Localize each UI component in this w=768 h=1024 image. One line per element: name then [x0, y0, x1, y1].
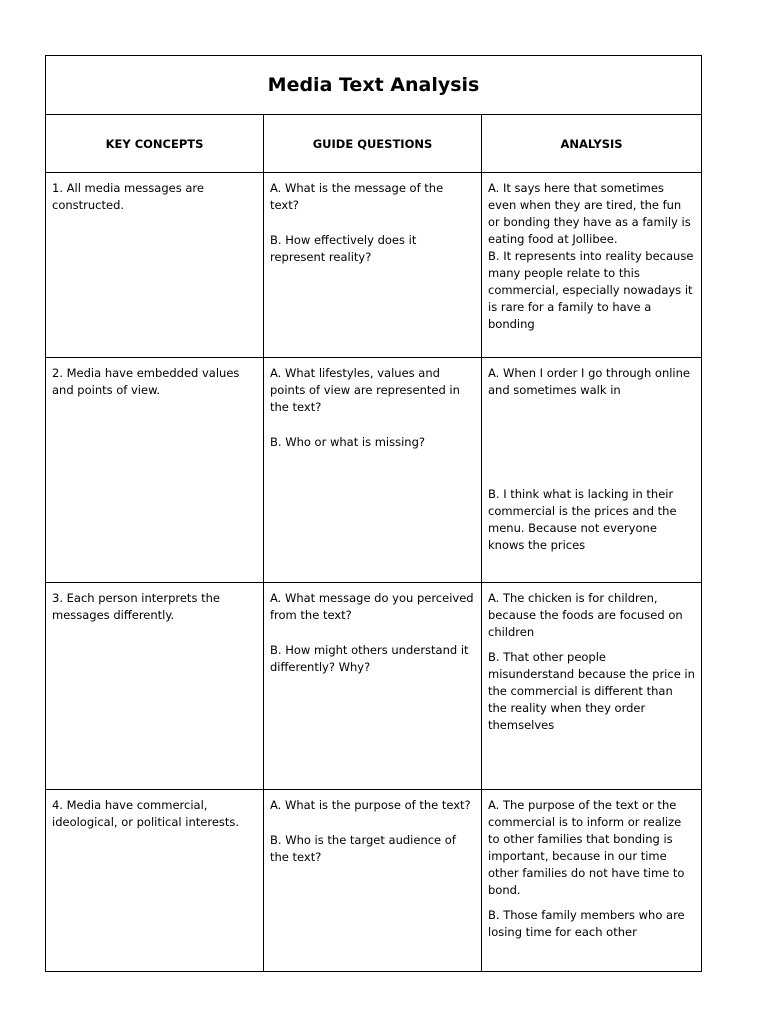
analysis-a: A. When I order I go through online and sometimes walk in — [488, 366, 690, 397]
concept-cell — [46, 173, 264, 358]
questions-cell — [264, 173, 482, 358]
concept-text: 2. Media have embedded values and points of view. — [52, 366, 240, 397]
header-guide-questions: GUIDE QUESTIONS — [264, 115, 482, 173]
table-row — [46, 583, 702, 790]
table-row — [46, 173, 702, 358]
table-row — [46, 790, 702, 972]
questions-cell — [264, 790, 482, 972]
question-b: B. Who is the target audience of the text? — [270, 833, 456, 864]
questions-cell — [264, 583, 482, 790]
concept-cell — [46, 358, 264, 583]
concept-cell — [46, 583, 264, 790]
header-row — [46, 115, 702, 173]
analysis-a: A. The purpose of the text or the commercial is to inform or realize to other families that bonding is important, because in our time other families do not have time to bond. — [488, 798, 685, 897]
header-analysis: ANALYSIS — [482, 115, 702, 173]
questions-cell — [264, 358, 482, 583]
analysis-cell — [482, 358, 702, 583]
analysis-b: B. That other people misunderstand because the price in the commercial is different than the reality when they order themselves — [488, 650, 695, 732]
analysis-table — [45, 55, 702, 972]
analysis-b: B. Those family members who are losing time for each other — [488, 908, 685, 939]
question-a: A. What is the purpose of the text? — [270, 798, 471, 812]
analysis-a: A. It says here that sometimes even when they are tired, the fun or bonding they have as a family is eating food at Jollibee. — [488, 181, 691, 246]
question-a: A. What is the message of the text? — [270, 181, 444, 212]
analysis-cell — [482, 583, 702, 790]
analysis-cell — [482, 173, 702, 358]
analysis-b: B. I think what is lacking in their commercial is the prices and the menu. Because not everyone knows the prices — [488, 487, 677, 552]
title-cell — [46, 56, 702, 115]
analysis-b: B. It represents into reality because many people relate to this commercial, especially nowadays it is rare for a family to have a bonding — [488, 249, 694, 331]
concept-text: 3. Each person interprets the messages differently. — [52, 591, 220, 622]
table-row — [46, 358, 702, 583]
question-b: B. How effectively does it represent reality? — [270, 233, 417, 264]
analysis-a: A. The chicken is for children, because the foods are focused on children — [488, 591, 683, 639]
header-key-concepts: KEY CONCEPTS — [46, 115, 264, 173]
concept-cell — [46, 790, 264, 972]
question-a: A. What lifestyles, values and points of view are represented in the text? — [270, 366, 460, 414]
question-a: A. What message do you perceived from the text? — [270, 591, 474, 622]
concept-text: 1. All media messages are constructed. — [52, 181, 204, 212]
concept-text: 4. Media have commercial, ideological, or political interests. — [52, 798, 240, 829]
title-row — [46, 56, 702, 115]
document-title: Media Text Analysis — [267, 74, 480, 96]
question-b: B. Who or what is missing? — [270, 435, 425, 449]
question-b: B. How might others understand it differently? Why? — [270, 643, 469, 674]
analysis-cell — [482, 790, 702, 972]
